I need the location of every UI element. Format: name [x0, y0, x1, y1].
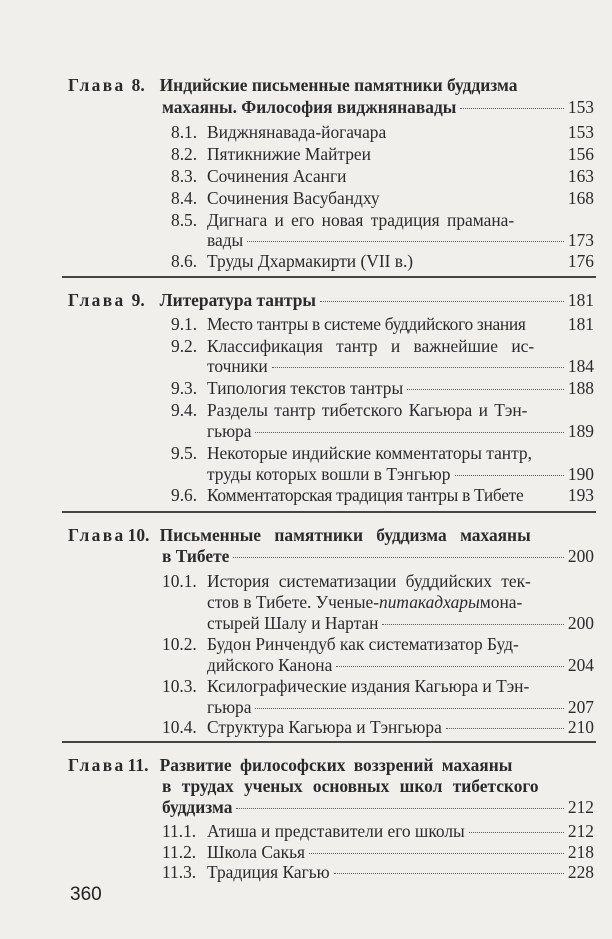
chapter-8-heading-line1 [68, 74, 594, 96]
toc-entry [171, 121, 594, 143]
section-number: 9.1. [171, 314, 198, 334]
chapter-number: 10. [127, 525, 150, 545]
leader-dots [233, 557, 564, 558]
leader-dots [320, 301, 564, 302]
leader-dots [272, 367, 564, 368]
section-title: стырей Шалу и Нартан [207, 613, 379, 633]
section-divider [62, 276, 596, 278]
section-page: 153 [567, 122, 594, 142]
section-title: Структура Кагьюра и Тэнгьюра [207, 717, 442, 737]
section-number: 11.2. [162, 842, 197, 862]
section-number: 9.3. [171, 378, 198, 398]
section-number: 11.3. [162, 862, 197, 882]
section-number: 10.3. [162, 676, 197, 696]
section-page: 212 [567, 821, 594, 841]
toc-entry [171, 187, 594, 209]
chapter-11-heading-line3 [162, 796, 594, 818]
section-title: вады [207, 230, 244, 250]
section-title: дийского Канона [207, 655, 333, 675]
section-number: 9.6. [171, 485, 198, 505]
section-page: 188 [567, 378, 594, 398]
section-number: 9.5. [171, 443, 198, 463]
section-title: История систематизации буддийских тек- [207, 571, 531, 591]
chapter-title: в трудах ученых основных школ тибетского [162, 776, 539, 796]
chapter-page: 212 [567, 797, 594, 817]
section-title: Классификация тантр и важнейшие ис- [207, 336, 535, 356]
section-title: мона- [479, 592, 523, 612]
toc-entry [171, 209, 594, 231]
toc-entry [171, 335, 594, 357]
toc-entry-cont [207, 591, 594, 613]
chapter-10-heading-line1 [68, 524, 594, 546]
section-title: Школа Сакья [207, 842, 306, 862]
section-title: точники [207, 356, 268, 376]
chapter-number: 8. [131, 75, 145, 95]
chapter-title: Развитие философских воззрений махаяны [159, 755, 513, 775]
toc-entry [171, 377, 594, 399]
section-number: 8.3. [171, 166, 198, 186]
toc-entry [162, 633, 594, 655]
page-number: 360 [70, 884, 102, 905]
section-number: 8.5. [171, 210, 198, 230]
leader-dots [334, 873, 564, 874]
section-page: 190 [567, 464, 594, 484]
section-page: 200 [567, 613, 594, 633]
chapter-title: в Тибете [162, 546, 230, 566]
toc-entry [162, 716, 594, 738]
toc-entry-cont [207, 654, 594, 676]
leader-dots [446, 728, 564, 729]
toc-entry [171, 399, 594, 421]
chapter-page: 153 [567, 97, 594, 117]
section-number: 11.1. [162, 821, 197, 841]
toc-entry [171, 165, 594, 187]
chapter-title: Письменные памятники буддизма махаяны [159, 525, 531, 545]
chapter-title: Литература тантры [159, 290, 317, 310]
leader-dots [255, 708, 563, 709]
leader-dots [309, 853, 564, 854]
chapter-8-heading-line2 [162, 96, 594, 118]
toc-entry [171, 313, 594, 335]
chapter-9-heading [68, 289, 594, 311]
toc-entry-cont [207, 229, 594, 251]
section-divider [62, 511, 596, 513]
section-title: Некоторые индийские комментаторы тантр, [207, 443, 532, 463]
section-page: 210 [567, 717, 594, 737]
leader-dots [336, 666, 564, 667]
section-title: гьюра [207, 421, 252, 441]
section-number: 8.4. [171, 188, 198, 208]
toc-entry [162, 841, 594, 863]
leader-dots [236, 808, 563, 809]
section-title: Виджнянавада-йогачара [207, 122, 387, 142]
chapter-number: 9. [131, 290, 145, 310]
section-title: Комментаторская традиция тантры в Тибете [207, 485, 524, 505]
section-title: Сочинения Асанги [207, 166, 347, 186]
section-title-italic: питакадхары [379, 592, 480, 612]
section-page: 176 [567, 251, 594, 271]
chapter-number: 11. [127, 755, 149, 775]
section-number: 10.4. [162, 717, 197, 737]
chapter-label: Глава [68, 525, 126, 545]
section-divider [62, 741, 596, 743]
toc-entry-cont [207, 420, 594, 442]
section-page: 207 [567, 697, 594, 717]
toc-entry [162, 675, 594, 697]
section-title: Будон Ринчендуб как систематизатор Буд- [207, 634, 519, 654]
toc-entry [171, 484, 594, 506]
section-title: Типология текстов тантры [207, 378, 404, 398]
section-title: Атиша и представители его школы [207, 821, 465, 841]
section-number: 9.4. [171, 400, 198, 420]
chapter-label: Глава [68, 75, 126, 95]
chapter-page: 181 [567, 290, 594, 310]
section-title: Место тантры в системе буддийского знания [207, 314, 526, 334]
section-page: 218 [567, 842, 594, 862]
section-title: Пятикнижие Майтреи [207, 144, 371, 164]
section-title: Традиция Кагью [207, 862, 330, 882]
toc-entry-cont [207, 463, 594, 485]
chapter-title: буддизма [162, 797, 233, 817]
leader-dots [255, 432, 563, 433]
toc-entry [162, 820, 594, 842]
section-title: Труды Дхармакирти (VII в.) [207, 251, 414, 271]
section-page: 168 [567, 188, 594, 208]
leader-dots [460, 108, 564, 109]
chapter-label: Глава [68, 755, 126, 775]
toc-entry [171, 442, 594, 464]
chapter-title: махаяны. Философия виджнянавады [162, 97, 457, 117]
toc-entry-cont [207, 612, 594, 634]
toc-entry [171, 250, 594, 272]
section-page: 184 [567, 356, 594, 376]
section-page: 156 [567, 144, 594, 164]
section-page: 163 [567, 166, 594, 186]
section-page: 204 [567, 655, 594, 675]
leader-dots [382, 624, 563, 625]
section-title: труды которых вошли в Тэнгьюр [207, 464, 451, 484]
leader-dots [469, 832, 564, 833]
section-page: 193 [567, 485, 594, 505]
toc-entry [162, 861, 594, 883]
chapter-label: Глава [68, 290, 126, 310]
chapter-11-heading-line1 [68, 754, 594, 776]
section-title: гьюра [207, 697, 252, 717]
section-number: 10.2. [162, 634, 197, 654]
section-page: 189 [567, 421, 594, 441]
section-title: Дигнага и его новая традиция прамана- [207, 210, 515, 230]
leader-dots [407, 389, 564, 390]
section-title: Сочинения Васубандху [207, 188, 380, 208]
chapter-10-heading-line2 [162, 545, 594, 567]
section-number: 8.6. [171, 251, 198, 271]
section-page: 228 [567, 862, 594, 882]
section-page: 181 [567, 314, 594, 334]
chapter-page: 200 [567, 546, 594, 566]
toc-entry [171, 143, 594, 165]
section-number: 8.2. [171, 144, 198, 164]
section-number: 10.1. [162, 571, 197, 591]
leader-dots [455, 475, 564, 476]
section-page: 173 [567, 230, 594, 250]
toc-entry-cont [207, 355, 594, 377]
chapter-title: Индийские письменные памятники буддизма [159, 75, 518, 95]
toc-entry-cont [207, 696, 594, 718]
section-title: стов в Тибете. Ученые- [207, 592, 380, 612]
section-number: 8.1. [171, 122, 198, 142]
toc-entry [162, 570, 594, 592]
section-title: Ксилографические издания Кагьюра и Тэн- [207, 676, 530, 696]
section-number: 9.2. [171, 336, 198, 356]
section-title: Разделы тантр тибетского Кагьюра и Тэн- [207, 400, 528, 420]
chapter-11-heading-line2 [162, 775, 594, 797]
leader-dots [247, 241, 564, 242]
